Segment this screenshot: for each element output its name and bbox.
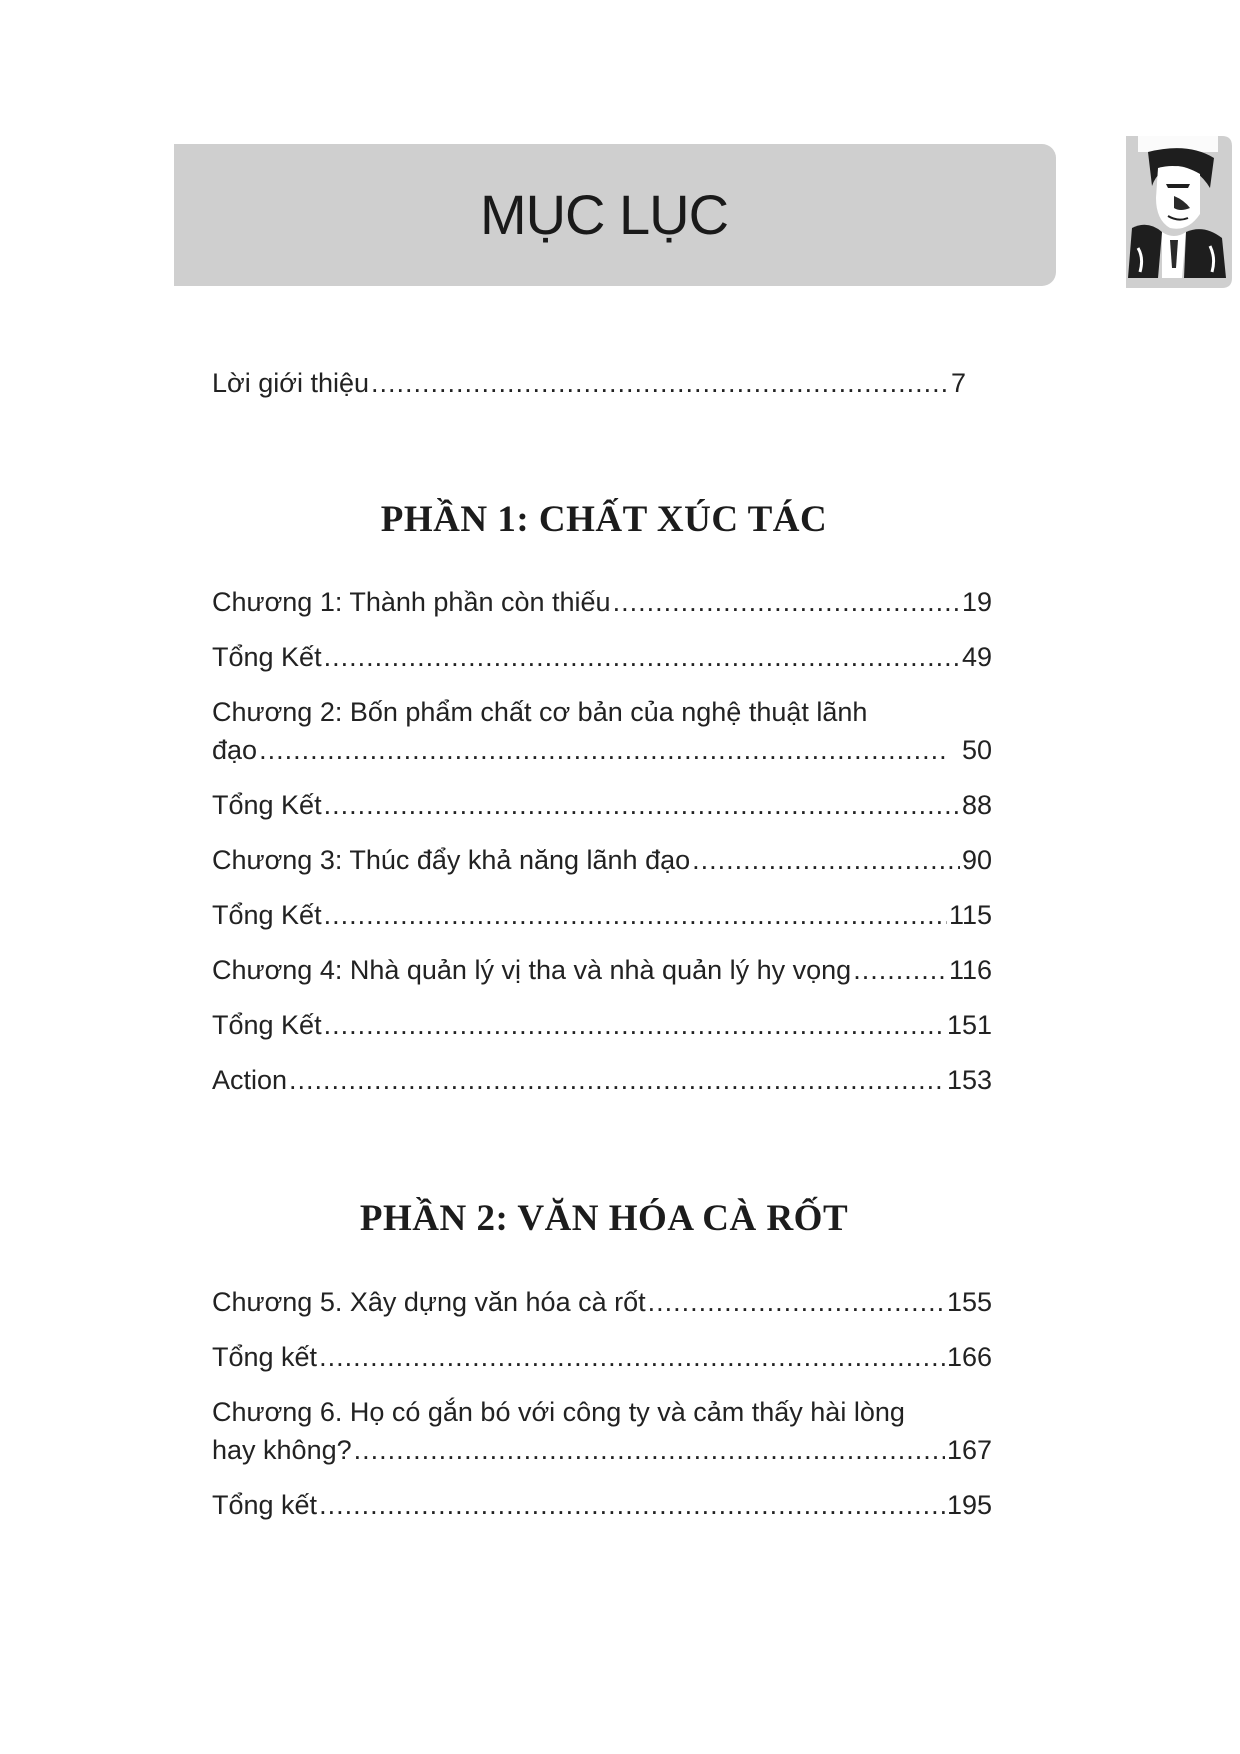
- page-title: MỤC LỤC: [479, 183, 729, 246]
- dot-leader: [853, 951, 947, 989]
- toc-entry-page: 49: [961, 642, 992, 672]
- toc-entry[interactable]: [212, 693, 992, 786]
- toc-entry-page: 155: [946, 1287, 992, 1317]
- dot-leader: [613, 583, 960, 621]
- dot-leader: [324, 1006, 945, 1044]
- toc-entry-title: Chương 4: Nhà quản lý vị tha và nhà quản lý hy vọng: [212, 955, 852, 985]
- toc-entry-title: Chương 5. Xây dựng văn hóa cà rốt: [212, 1287, 646, 1317]
- toc-entry-title: Lời giới thiệu: [212, 368, 369, 398]
- dot-leader: [319, 1486, 945, 1524]
- toc-entry-page: 116: [948, 955, 992, 985]
- toc-entry-page: 151: [946, 1010, 992, 1040]
- toc-entry-title: Tổng kết: [212, 1490, 318, 1520]
- part-heading-1: PHẦN 1: CHẤT XÚC TÁC: [380, 499, 828, 540]
- dot-leader: [354, 1431, 945, 1469]
- dot-leader: [319, 1338, 945, 1376]
- dot-leader: [324, 786, 960, 824]
- header-band: [174, 144, 1056, 286]
- toc-entry-title: Tổng Kết: [212, 790, 322, 820]
- toc-entry[interactable]: [212, 638, 992, 693]
- part-heading-2: PHẦN 2: VĂN HÓA CÀ RỐT: [359, 1198, 849, 1239]
- toc-part-1: [212, 583, 992, 1116]
- toc-entry-title: Chương 3: Thúc đẩy khả năng lãnh đạo: [212, 845, 691, 875]
- toc-entry-page: 166: [946, 1342, 992, 1372]
- toc-entry-title: Tổng Kết: [212, 900, 322, 930]
- toc-entry-title-line1: Chương 6. Họ có gắn bó với công ty và cảm thấy hài lòng: [212, 1397, 905, 1427]
- portrait-silhouette-icon: [1118, 128, 1236, 298]
- toc-entry-title-line1: Chương 2: Bốn phẩm chất cơ bản của nghệ thuật lãnh: [212, 697, 868, 727]
- toc-entry-page: 90: [961, 845, 992, 875]
- toc-entry-page: 115: [948, 900, 992, 930]
- toc-entry[interactable]: [212, 1486, 992, 1541]
- dot-leader: [289, 1061, 945, 1099]
- toc-entry[interactable]: [212, 1283, 992, 1338]
- toc-entry[interactable]: [212, 364, 992, 402]
- toc-entry-page: 195: [946, 1490, 992, 1520]
- toc-entry-title-line2: hay không?: [212, 1435, 352, 1465]
- toc-entry-title: Action: [212, 1065, 288, 1095]
- toc-part-2: [212, 1283, 992, 1541]
- toc-entry-title: Tổng Kết: [212, 642, 322, 672]
- dot-leader: [259, 731, 950, 769]
- toc-entry-page: 167: [946, 1435, 992, 1465]
- toc-entry[interactable]: [212, 1338, 992, 1393]
- toc-entry[interactable]: [212, 1061, 992, 1116]
- toc-entry[interactable]: [212, 583, 992, 638]
- toc-entry[interactable]: [212, 841, 992, 896]
- toc-entry-title: Tổng Kết: [212, 1010, 322, 1040]
- toc-entry-title: Tổng kết: [212, 1342, 318, 1372]
- dot-leader: [324, 638, 960, 676]
- toc-entry-title-line2: đạo: [212, 735, 258, 765]
- dot-leader: [648, 1283, 945, 1321]
- toc-entry[interactable]: [212, 1393, 992, 1486]
- toc-entry[interactable]: [212, 951, 992, 1006]
- toc-entry-page: 88: [961, 790, 992, 820]
- dot-leader: [324, 896, 947, 934]
- toc-entry[interactable]: [212, 1006, 992, 1061]
- dot-leader: [371, 364, 949, 402]
- toc-entry[interactable]: [212, 896, 992, 951]
- toc-intro: [212, 364, 992, 402]
- dot-leader: [692, 841, 960, 879]
- toc-entry-page: 7: [950, 368, 966, 398]
- toc-entry[interactable]: [212, 786, 992, 841]
- toc-entry-page: 50: [961, 735, 992, 765]
- toc-entry-page: 153: [946, 1065, 992, 1095]
- toc-entry-title: Chương 1: Thành phần còn thiếu: [212, 587, 611, 617]
- toc-entry-page: 19: [961, 587, 992, 617]
